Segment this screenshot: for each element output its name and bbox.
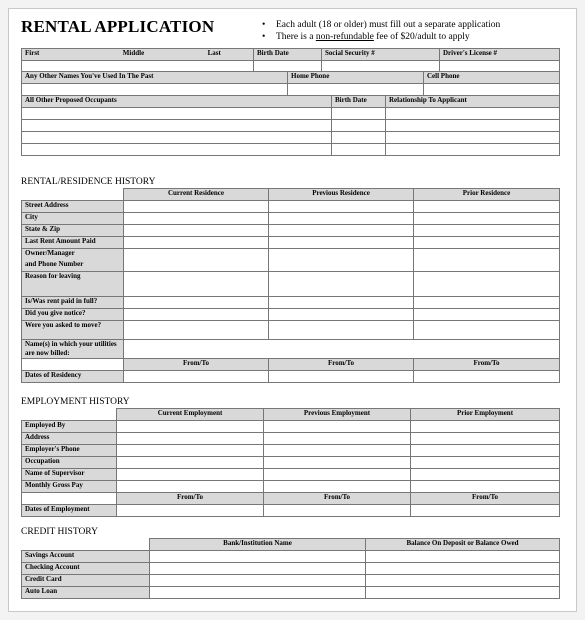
fromto-label: From/To xyxy=(411,493,560,505)
row-owner-manager: Owner/Manager xyxy=(22,249,124,261)
rental-field[interactable] xyxy=(414,237,560,249)
row-asked-to-move: Were you asked to move? xyxy=(22,321,124,340)
rental-field[interactable] xyxy=(124,237,269,249)
corner-cell xyxy=(22,409,117,421)
rental-field[interactable] xyxy=(269,309,414,321)
occupant-field[interactable] xyxy=(22,120,332,132)
rental-field[interactable] xyxy=(414,249,560,272)
rental-field[interactable] xyxy=(124,201,269,213)
corner-cell xyxy=(22,189,124,201)
occupant-relationship-field[interactable] xyxy=(386,120,560,132)
label-middle: Middle xyxy=(92,49,176,61)
note-adults xyxy=(262,19,500,31)
rental-field[interactable] xyxy=(124,371,269,383)
credit-field[interactable] xyxy=(366,575,560,587)
employment-field[interactable] xyxy=(411,469,560,481)
employment-field[interactable] xyxy=(264,505,411,517)
rental-field[interactable] xyxy=(269,371,414,383)
rental-field[interactable] xyxy=(124,321,269,340)
rental-field[interactable] xyxy=(414,309,560,321)
col-balance: Balance On Deposit or Balance Owed xyxy=(366,539,560,551)
employment-field[interactable] xyxy=(117,445,264,457)
fromto-label: From/To xyxy=(264,493,411,505)
applicant-contact-table xyxy=(21,71,560,97)
rental-field[interactable] xyxy=(124,272,269,297)
col-previous-employment: Previous Employment xyxy=(264,409,411,421)
rental-field[interactable] xyxy=(269,272,414,297)
rental-field[interactable] xyxy=(269,237,414,249)
label-ssn: Social Security # xyxy=(322,49,440,61)
label-other-names: Any Other Names You've Used In The Past xyxy=(22,72,288,84)
label-occupant-birth-date: Birth Date xyxy=(332,96,386,108)
rental-field[interactable] xyxy=(269,225,414,237)
credit-field[interactable] xyxy=(150,575,366,587)
employment-field[interactable] xyxy=(117,469,264,481)
label-birth-date: Birth Date xyxy=(254,49,322,61)
employment-field[interactable] xyxy=(264,469,411,481)
label-license: Driver's License # xyxy=(440,49,560,61)
col-prior-employment: Prior Employment xyxy=(411,409,560,421)
label-first: First xyxy=(22,49,92,61)
rental-field[interactable] xyxy=(269,249,414,272)
occupant-birth-date-field[interactable] xyxy=(332,108,386,120)
row-city: City xyxy=(22,213,124,225)
col-previous-residence: Previous Residence xyxy=(269,189,414,201)
rental-history-table xyxy=(21,188,560,383)
label-cell-phone: Cell Phone xyxy=(424,72,560,84)
fromto-label: From/To xyxy=(124,359,269,371)
row-dates-employment: Dates of Employment xyxy=(22,505,117,517)
employment-field[interactable] xyxy=(264,421,411,433)
occupant-field[interactable] xyxy=(22,108,332,120)
row-supervisor: Name of Supervisor xyxy=(22,469,117,481)
credit-field[interactable] xyxy=(366,563,560,575)
applicant-name-table xyxy=(21,48,560,73)
rental-field[interactable] xyxy=(124,213,269,225)
fromto-label: From/To xyxy=(269,359,414,371)
rental-field[interactable] xyxy=(124,309,269,321)
row-state-zip: State & Zip xyxy=(22,225,124,237)
employment-field[interactable] xyxy=(264,481,411,493)
employment-field[interactable] xyxy=(117,433,264,445)
employment-history-heading: EMPLOYMENT HISTORY xyxy=(21,397,130,407)
corner-cell xyxy=(22,539,150,551)
row-employed-by: Employed By xyxy=(22,421,117,433)
note-text: Each adult (18 or older) must fill out a separate application xyxy=(276,20,501,30)
row-checking: Checking Account xyxy=(22,563,150,575)
employment-field[interactable] xyxy=(411,505,560,517)
rental-field[interactable] xyxy=(414,272,560,297)
label-last: Last xyxy=(176,49,254,61)
label-home-phone: Home Phone xyxy=(288,72,424,84)
employment-field[interactable] xyxy=(117,421,264,433)
row-reason-leaving: Reason for leaving xyxy=(22,272,124,297)
employment-field[interactable] xyxy=(411,433,560,445)
rental-field[interactable] xyxy=(414,213,560,225)
row-address: Address xyxy=(22,433,117,445)
rental-field[interactable] xyxy=(269,321,414,340)
occupants-table xyxy=(21,95,560,156)
row-owner-phone: and Phone Number xyxy=(22,260,124,272)
col-current-employment: Current Employment xyxy=(117,409,264,421)
credit-history-heading: CREDIT HISTORY xyxy=(21,527,98,537)
application-notes xyxy=(262,19,500,43)
occupant-relationship-field[interactable] xyxy=(386,144,560,156)
rental-field[interactable] xyxy=(414,225,560,237)
occupant-birth-date-field[interactable] xyxy=(332,120,386,132)
credit-field[interactable] xyxy=(150,587,366,599)
rental-field[interactable] xyxy=(269,297,414,309)
note-fee xyxy=(262,31,500,43)
col-current-residence: Current Residence xyxy=(124,189,269,201)
occupant-birth-date-field[interactable] xyxy=(332,144,386,156)
row-auto-loan: Auto Loan xyxy=(22,587,150,599)
rental-field[interactable] xyxy=(124,249,269,272)
note-text: fee of $20/adult to apply xyxy=(373,32,470,42)
credit-field[interactable] xyxy=(366,551,560,563)
employment-field[interactable] xyxy=(117,481,264,493)
label-occupants: All Other Proposed Occupants xyxy=(22,96,332,108)
credit-field[interactable] xyxy=(150,563,366,575)
row-credit-card: Credit Card xyxy=(22,575,150,587)
employment-field[interactable] xyxy=(117,457,264,469)
employment-field[interactable] xyxy=(411,445,560,457)
spacer-cell xyxy=(22,493,117,505)
employment-field[interactable] xyxy=(264,457,411,469)
spacer-cell xyxy=(22,359,124,371)
page-title: RENTAL APPLICATION xyxy=(21,17,215,36)
employment-history-table xyxy=(21,408,560,517)
label-relationship: Relationship To Applicant xyxy=(386,96,560,108)
fromto-label: From/To xyxy=(414,359,560,371)
col-bank-name: Bank/Institution Name xyxy=(150,539,366,551)
occupant-relationship-field[interactable] xyxy=(386,132,560,144)
credit-field[interactable] xyxy=(366,587,560,599)
rental-field[interactable] xyxy=(414,201,560,213)
note-underlined: non-refundable xyxy=(315,32,374,42)
rental-field[interactable] xyxy=(414,321,560,340)
fromto-label: From/To xyxy=(117,493,264,505)
occupant-field[interactable] xyxy=(22,144,332,156)
rental-field[interactable] xyxy=(414,371,560,383)
employment-field[interactable] xyxy=(264,445,411,457)
occupant-relationship-field[interactable] xyxy=(386,108,560,120)
row-gave-notice: Did you give notice? xyxy=(22,309,124,321)
row-utilities-name: Name(s) in which your utilities are now billed: xyxy=(22,340,124,359)
row-rent-paid: Is/Was rent paid in full? xyxy=(22,297,124,309)
occupant-field[interactable] xyxy=(22,132,332,144)
occupant-birth-date-field[interactable] xyxy=(332,132,386,144)
employment-field[interactable] xyxy=(411,481,560,493)
utilities-field[interactable] xyxy=(124,340,560,359)
row-occupation: Occupation xyxy=(22,457,117,469)
rental-field[interactable] xyxy=(124,297,269,309)
row-employer-phone: Employer's Phone xyxy=(22,445,117,457)
rental-field[interactable] xyxy=(269,213,414,225)
rental-history-heading: RENTAL/RESIDENCE HISTORY xyxy=(21,177,156,187)
rental-field[interactable] xyxy=(124,225,269,237)
row-monthly-pay: Monthly Gross Pay xyxy=(22,481,117,493)
credit-field[interactable] xyxy=(150,551,366,563)
row-savings: Savings Account xyxy=(22,551,150,563)
row-last-rent: Last Rent Amount Paid xyxy=(22,237,124,249)
employment-field[interactable] xyxy=(411,457,560,469)
employment-field[interactable] xyxy=(264,433,411,445)
employment-field[interactable] xyxy=(117,505,264,517)
credit-history-table xyxy=(21,538,560,599)
row-street-address: Street Address xyxy=(22,201,124,213)
col-prior-residence: Prior Residence xyxy=(414,189,560,201)
rental-field[interactable] xyxy=(269,201,414,213)
rental-field[interactable] xyxy=(414,297,560,309)
row-dates-residency: Dates of Residency xyxy=(22,371,124,383)
employment-field[interactable] xyxy=(411,421,560,433)
note-text: There is a xyxy=(276,32,316,42)
